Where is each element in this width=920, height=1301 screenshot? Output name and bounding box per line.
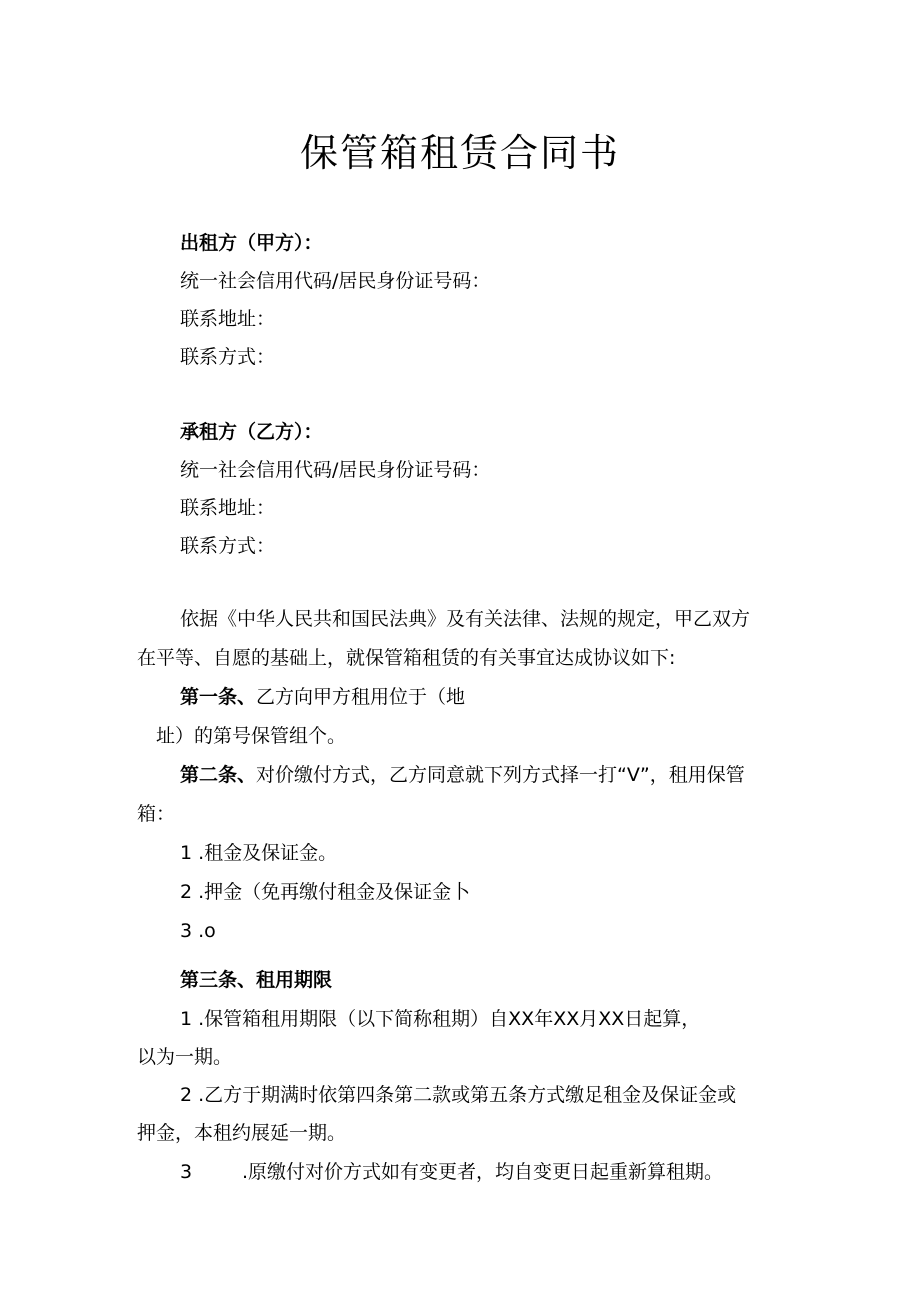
article-1-label: 第一条、	[180, 686, 257, 708]
article-3-heading: 第三条、租用期限	[180, 969, 333, 991]
article-2-item-2: 2 .押金（免再缴付租金及保证金卜	[180, 881, 471, 903]
article-1-line-2: 址）的第号保管组个。	[156, 725, 347, 747]
article-2-line-1	[180, 762, 745, 788]
party-a-heading: 出租方（甲方）：	[180, 232, 323, 254]
document-title: 保管箱租赁合同书	[299, 131, 620, 175]
article-3-item-1-line-2: 以为一期。	[137, 1046, 233, 1068]
article-2-text-1: 对价缴付方式，乙方同意就下列方式择一打“V”，租用保管	[256, 764, 745, 786]
preamble-line-2: 在平等、自愿的基础上，就保管箱租赁的有关事宜达成协议如下:	[137, 647, 676, 669]
party-b-id-line: 统一社会信用代码/居民身份证号码：	[180, 459, 491, 481]
article-2-line-2: 箱：	[137, 803, 176, 825]
article-3-item-2-line-1: 2 .乙方于期满时依第四条第二款或第五条方式缴足租金及保证金或	[180, 1084, 737, 1106]
article-2-item-1: 1 .租金及保证金。	[180, 842, 338, 864]
party-a-address-line: 联系地址：	[180, 308, 276, 330]
party-a-contact-line: 联系方式：	[180, 346, 276, 368]
preamble-line-1: 依据《中华人民共和国民法典》及有关法律、法规的规定，甲乙双方	[180, 608, 751, 630]
article-1-text-1: 乙方向甲方租用位于（地	[256, 686, 466, 708]
article-3-item-3-number: 3	[180, 1161, 193, 1183]
party-b-heading: 承租方（乙方）：	[180, 421, 323, 443]
article-2-label: 第二条、	[180, 764, 257, 786]
article-3-item-2-line-2: 押金，本租约展延一期。	[137, 1122, 347, 1144]
article-3-item-1-line-1: 1 .保管箱租用期限（以下简称租期）自XX年XX月XX日起算，	[180, 1008, 701, 1030]
party-b-contact-line: 联系方式：	[180, 535, 276, 557]
party-b-address-line: 联系地址：	[180, 497, 276, 519]
article-1-line-1	[180, 684, 465, 710]
party-a-id-line: 统一社会信用代码/居民身份证号码：	[180, 270, 491, 292]
article-3-item-3-text: .原缴付对价方式如有变更者，均自变更日起重新算租期。	[242, 1161, 724, 1183]
article-2-item-3: 3 .o	[180, 920, 216, 942]
